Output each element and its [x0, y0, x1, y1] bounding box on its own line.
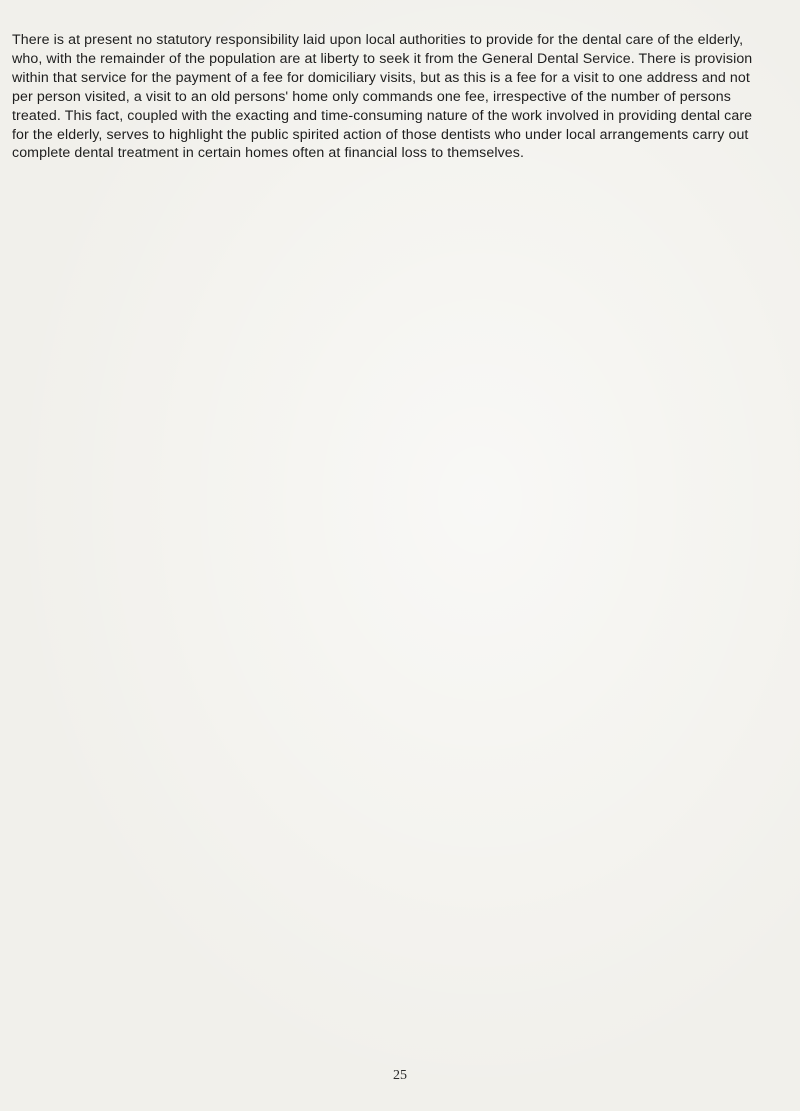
page-number: 25: [393, 1068, 407, 1083]
body-paragraph: There is at present no statutory responsibility laid upon local authorities to provide for the dental care of the elderly, who, with the remainder of the population are at liberty to seek it from the General Dental Service. There is provision within that service for the payment of a fee for domiciliary visits, but as this is a fee for a visit to one address and not per person visited, a visit to an old persons' home only commands one fee, irrespective of the number of persons treated. This fact, coupled with the exacting and time-consuming nature of the work involved in providing dental care for the elderly, serves to highlight the public spirited action of those dentists who under local arrangements carry out complete dental treatment in certain homes often at financial loss to themselves.: [12, 32, 753, 162]
